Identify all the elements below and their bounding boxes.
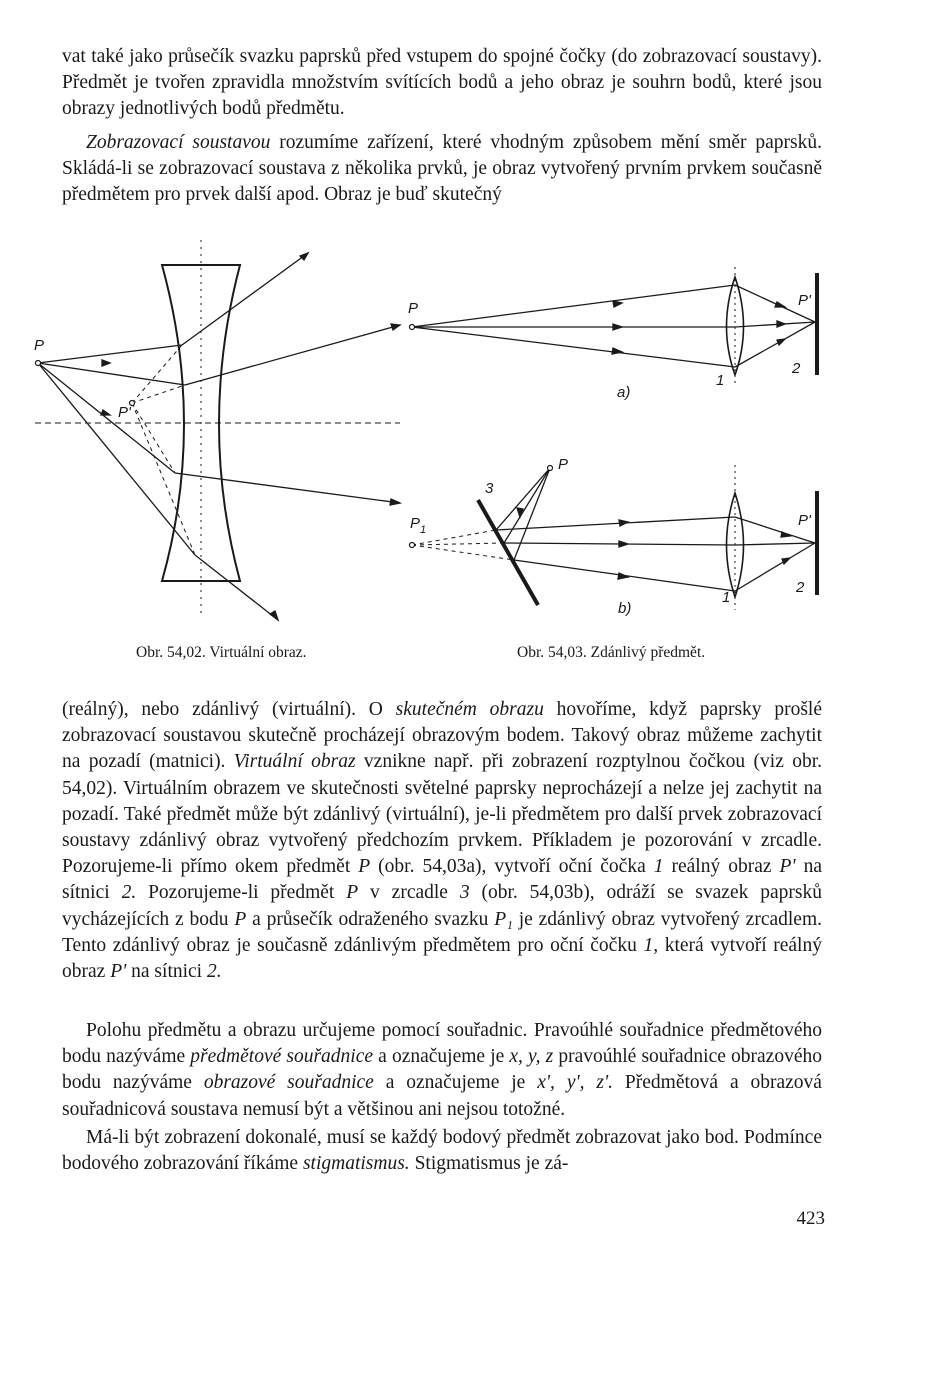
paragraph-4: Polohu předmětu a obrazu určujeme pomocí souřadnic. Pravoúhlé souřadnice předmětového bodu nazýváme předmětové souřadnice a označujeme je x, y, z pravoúhlé souřadnice obrazového bodu nazýváme obrazové souřadnice a označujeme je x', y', z'. Předmětová a obrazová souřadnicová soustava nemusí být a většinou ani nejsou totožné. bbox=[62, 1020, 822, 1120]
label-a-image: P' bbox=[798, 292, 811, 309]
label-a-sub: a) bbox=[617, 384, 631, 401]
paragraph-2: Zobrazovací soustavou rozumíme zařízení, které vhodným způsobem mění směr paprsků. Skládá-li se zobrazovací soustava z několika prvků, je obraz vytvořený prvním prvkem současně předmětem pro prvek další apod. Obraz je buď skutečný bbox=[62, 132, 822, 206]
caption-fig-54-02: Obr. 54,02. Virtuální obraz. bbox=[136, 644, 307, 661]
label-image-p-prime: P' bbox=[118, 404, 131, 421]
label-b-virtual: $P_1$ bbox=[410, 515, 427, 536]
label-b-sub: b) bbox=[618, 600, 632, 617]
label-a-retina: 2 bbox=[792, 360, 801, 377]
label-b-object: P bbox=[558, 456, 569, 473]
paragraph-3: (reálný), nebo zdánlivý (virtuální). O skutečném obrazu hovoříme, když paprsky prošlé zobrazovací soustavou skutečně procházejí obrazovým bodem. Takový obraz můžeme zachytit na pozadí (matnici). Virtuální obraz vznikne např. při zobrazení rozptylnou čočkou (viz obr. 54,02). Virtuálním obrazem ve skutečnosti světelné paprsky neprocházejí a nelze jej zachytit na pozadí. Také předmět může být zdánlivý (virtuální), je-li předmětem pro další prvek zobrazovací soustavy zdánlivý obraz vytvořený předchozím prvkem. Příkladem je pozorování v zrcadle. Pozorujeme-li přímo okem předmět P (obr. 54,03a), vytvoří oční čočka 1 reálný obraz P' na sítnici 2. Pozorujeme-li předmět P v zrcadle 3 (obr. 54,03b), odráží se svazek paprsků vycházejících z bodu P a průsečík odraženého svazku P₁ je zdánlivý obraz vytvořený zrcadlem. Tento zdánlivý obraz je současně zdánlivým předmětem pro oční čočku 1, která vytvoří reálný obraz P' na sítnici 2. bbox=[62, 699, 823, 983]
label-b-lens: 1 bbox=[722, 589, 731, 606]
figure-virtual-image bbox=[30, 235, 420, 635]
paragraph-5: Má-li být zobrazení dokonalé, musí se každý bodový předmět zobrazovat jako bod. Podmínce bodového zobrazování říkáme stigmatismus. Stigmatismus je zá- bbox=[62, 1127, 822, 1175]
label-a-object: P bbox=[408, 300, 419, 317]
label-a-lens: 1 bbox=[716, 372, 725, 389]
label-b-mirror: 3 bbox=[485, 480, 494, 497]
page-number: 423 bbox=[796, 1208, 825, 1229]
figure-apparent-object bbox=[400, 255, 840, 635]
label-object-p: P bbox=[34, 337, 45, 354]
label-b-retina: 2 bbox=[796, 579, 805, 596]
paragraph-1: vat také jako průsečík svazku paprsků před vstupem do spojné čočky (do zobrazovací soustavy). Předmět je tvořen zpravidla množstvím svítících bodů a jeho obraz je souhrn bodů, které jsou obrazy jednotlivých bodů předmětu. bbox=[62, 46, 822, 120]
label-b-image: P' bbox=[798, 512, 811, 529]
caption-fig-54-03: Obr. 54,03. Zdánlivý předmět. bbox=[517, 644, 706, 661]
